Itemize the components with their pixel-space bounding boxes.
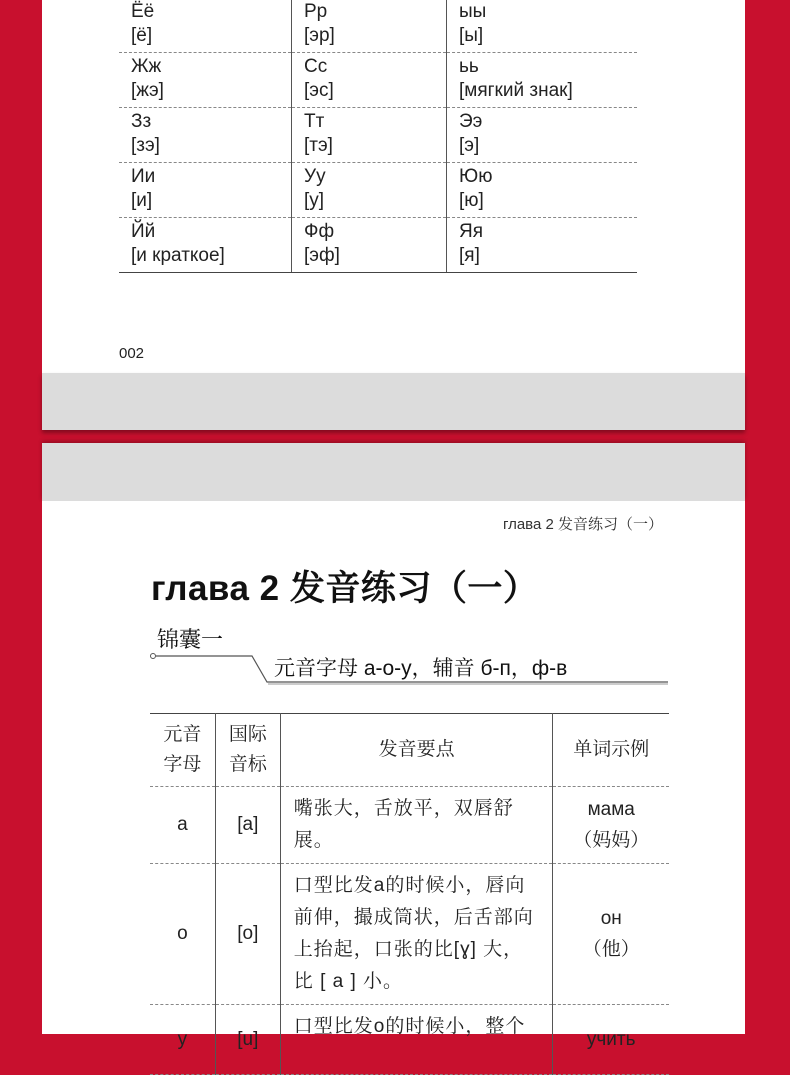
vowel-letter: у (150, 1005, 215, 1075)
page-gap (42, 373, 745, 430)
alphabet-cell: Йй [и краткое] (119, 218, 292, 273)
vowel-letter: а (150, 787, 215, 864)
header-example: 单词示例 (553, 714, 669, 787)
alphabet-cell: Ёё [ё] (119, 0, 292, 53)
vowel-table (150, 713, 669, 1075)
ipa-symbol: [u] (215, 1005, 280, 1075)
alphabet-cell: Фф [эф] (292, 218, 447, 273)
alphabet-cell: Сс [эс] (292, 53, 447, 108)
page-002 (42, 0, 745, 373)
alphabet-table (119, 0, 637, 273)
table-row (119, 163, 637, 218)
page-chapter-2 (42, 501, 745, 1050)
table-row (119, 108, 637, 163)
header-pronunciation: 发音要点 (280, 714, 553, 787)
header-vowel-letter: 元音 字母 (150, 714, 215, 787)
example-word: мама （妈妈） (553, 787, 669, 864)
vowel-letter: о (150, 864, 215, 1005)
alphabet-cell: Рр [эр] (292, 0, 447, 53)
ipa-symbol: [o] (215, 864, 280, 1005)
alphabet-cell: Ээ [э] (447, 108, 638, 163)
pronunciation-desc: 嘴张大，舌放平，双唇舒展。 (280, 787, 553, 864)
example-word: он （他） (553, 864, 669, 1005)
tip-text: 元音字母 а-о-у，辅音 б-п，ф-в (274, 657, 568, 680)
chapter-title: глава 2 发音练习（一） (151, 569, 539, 608)
alphabet-cell: Зз [зэ] (119, 108, 292, 163)
alphabet-cell: Жж [жэ] (119, 53, 292, 108)
alphabet-cell: ыы [ы] (447, 0, 638, 53)
table-row (119, 0, 637, 53)
alphabet-cell: ьь [мягкий знак] (447, 53, 638, 108)
page-number: 002 (119, 345, 145, 362)
alphabet-cell: Ии [и] (119, 163, 292, 218)
alphabet-cell: Юю [ю] (447, 163, 638, 218)
pronunciation-desc: 口型比发o的时候小，整个 (280, 1005, 553, 1075)
table-row (119, 53, 637, 108)
table-row (150, 787, 669, 864)
header-ipa: 国际 音标 (215, 714, 280, 787)
table-header-row (150, 714, 669, 787)
page-gap (42, 443, 745, 501)
ipa-symbol: [a] (215, 787, 280, 864)
table-row (150, 1005, 669, 1075)
table-row (150, 864, 669, 1005)
running-header: глава 2 发音练习（一） (502, 516, 663, 533)
example-word: учить (553, 1005, 669, 1075)
alphabet-cell: Тт [тэ] (292, 108, 447, 163)
alphabet-cell: Уу [у] (292, 163, 447, 218)
pronunciation-desc: 口型比发a的时候小，唇向前伸，撮成筒状，后舌部向上抬起，口张的比[ɣ] 大，比 [ a ] 小。 (280, 864, 553, 1005)
alphabet-cell: Яя [я] (447, 218, 638, 273)
table-row (119, 218, 637, 273)
tip-label: 锦囊一 (157, 627, 224, 652)
